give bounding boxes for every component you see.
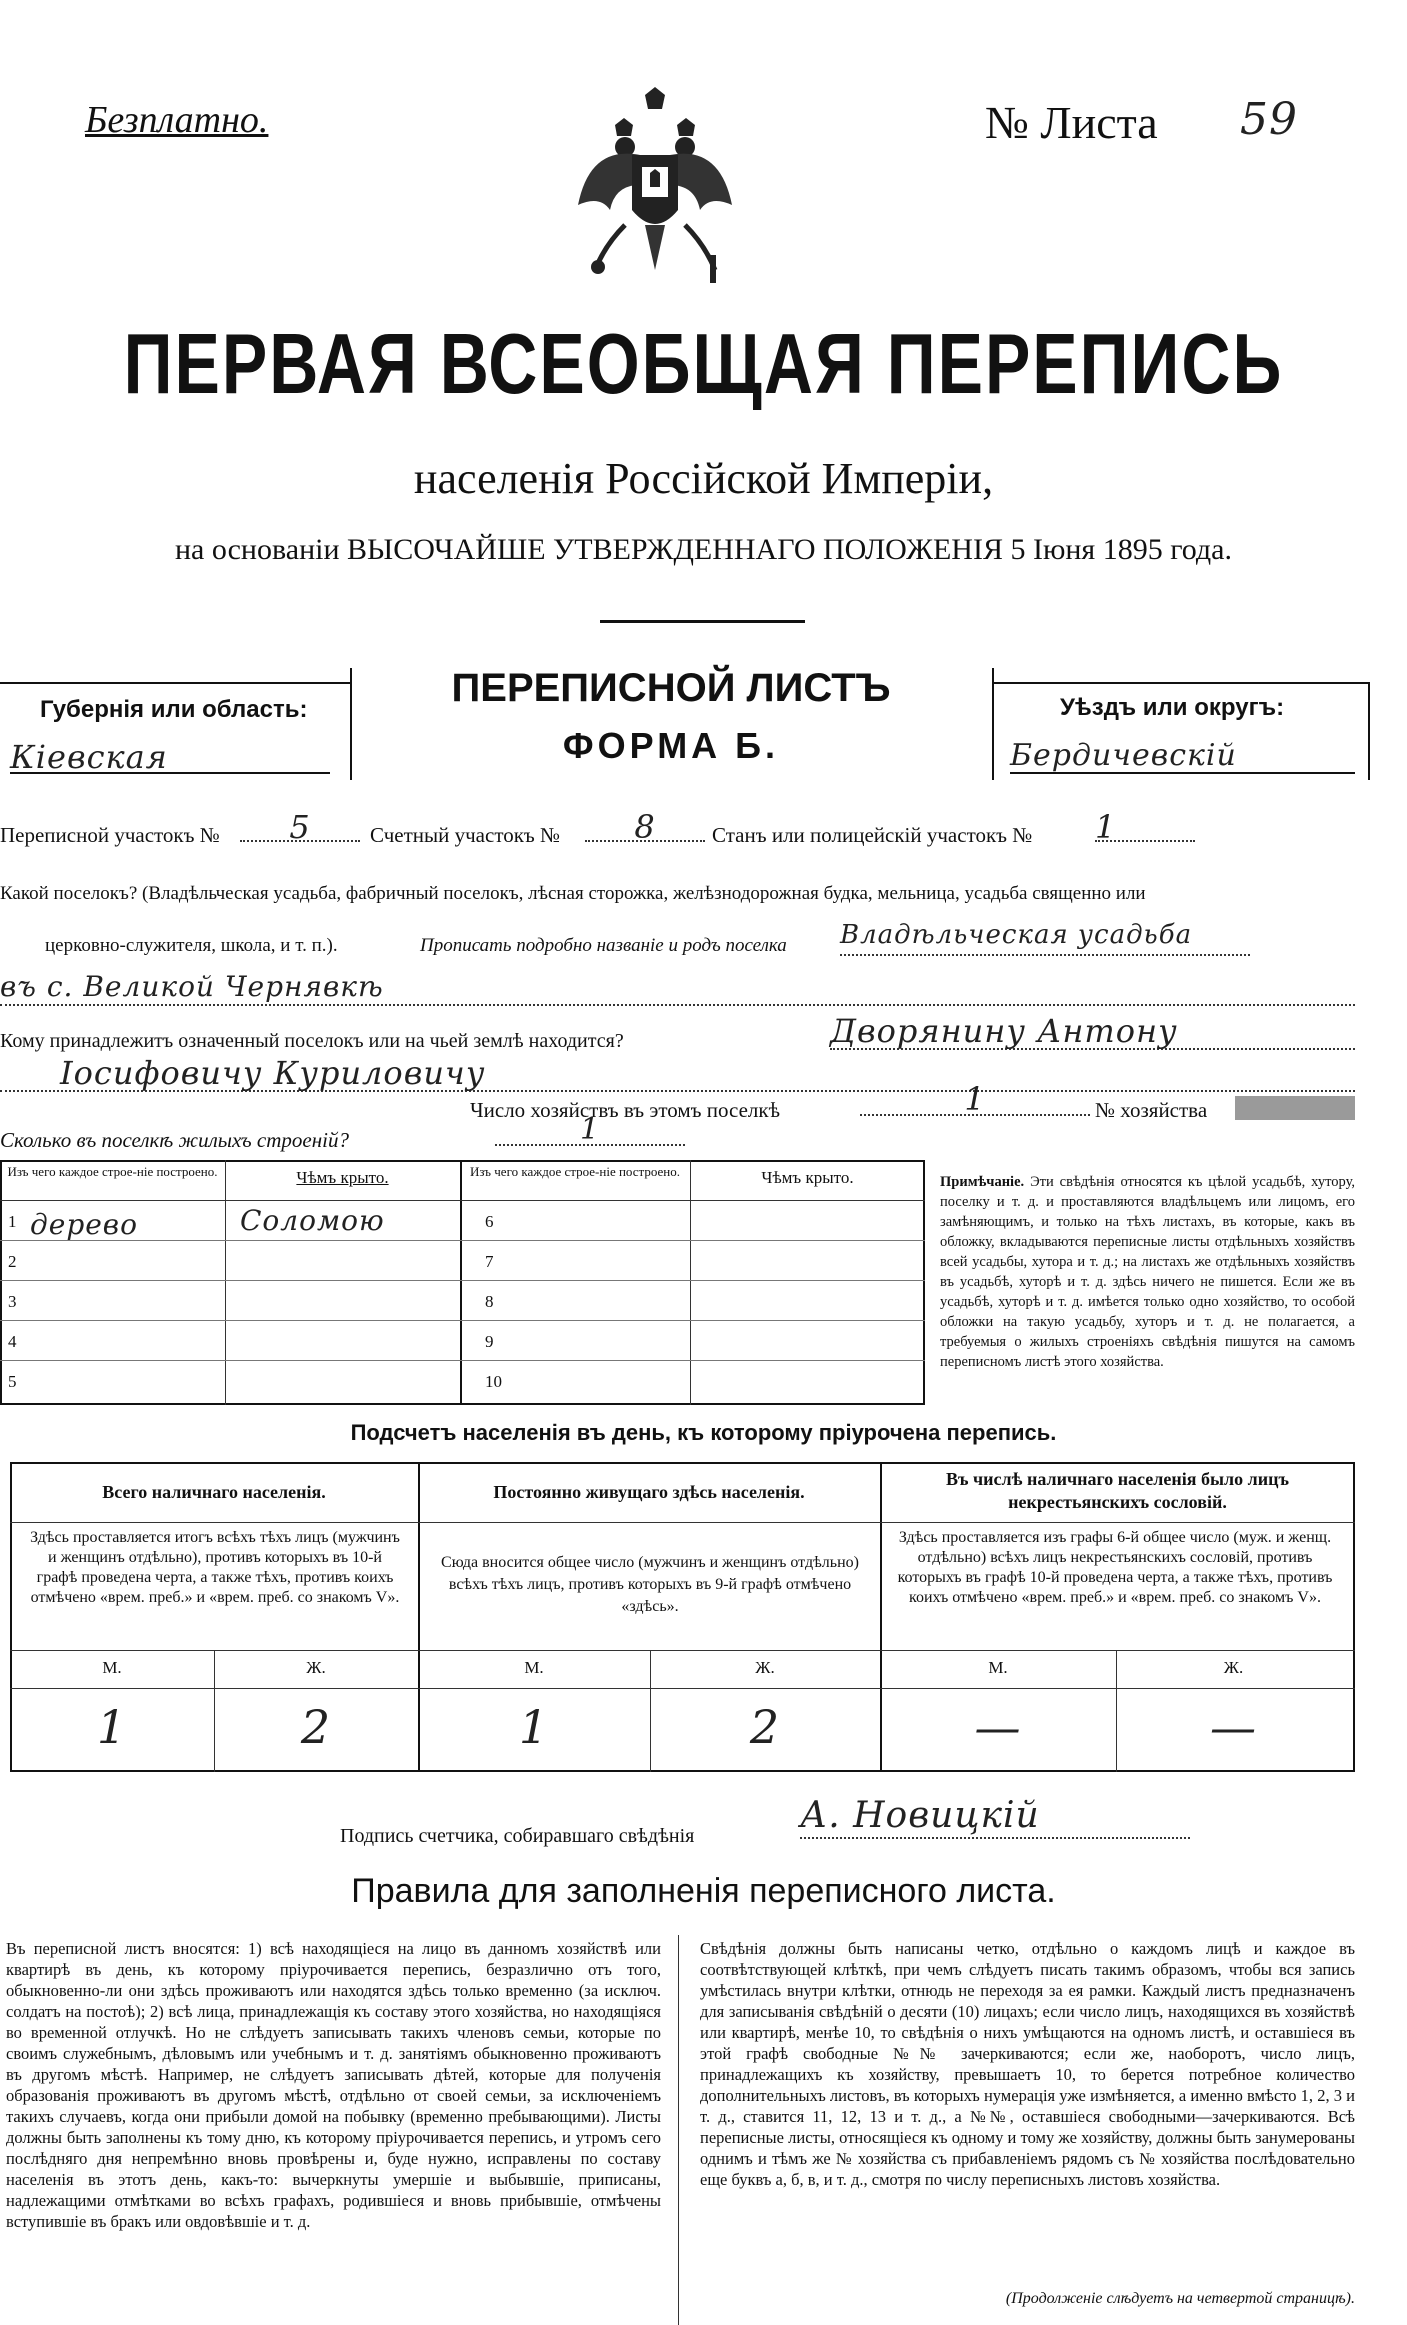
nonpeasant-male-cell[interactable]: — (974, 1700, 1022, 1754)
male-header: М. (524, 1658, 544, 1677)
col-roof-header-right: Чѣмъ крыто. (761, 1168, 854, 1187)
owner-field-1[interactable]: Дворянину Антону (830, 1012, 1355, 1050)
male-header: М. (102, 1658, 122, 1677)
district-label: Уѣздъ или округъ: (1060, 694, 1285, 721)
female-header: Ж. (1223, 1658, 1244, 1677)
col3-title: Въ числѣ наличнаго населенія было лицъ некрестьянскихъ сословій. (946, 1469, 1289, 1512)
household-number-field[interactable] (1235, 1096, 1355, 1120)
col3-desc: Здѣсь проставляется изъ графы 6-й общее число (муж. и женщ. отдѣльно) всѣхъ лицъ некрестьянскихъ сословій, противъ которыхъ въ графѣ 10-й проведена черта, а также тѣхъ, противъ коихъ отмѣчено «врем. преб.» и «врем. преб. со знакомъ V». (897, 1529, 1333, 1606)
household-number-label: № хозяйства (1095, 1098, 1208, 1122)
col2-desc: Сюда вносится общее число (мужчинъ и женщинъ отдѣльно) всѣхъ тѣхъ лицъ, противъ которыхъ въ 9-й графѣ отмѣчено «здѣсь». (441, 1554, 859, 1615)
police-label: Станъ или полицейскій участокъ № (712, 823, 1033, 847)
note-label: Примѣчаніе. (940, 1174, 1025, 1190)
col-material-header: Изъ чего каждое строе-ніе построено. (7, 1164, 218, 1179)
buildings-row-line (0, 1280, 925, 1281)
settlement-instruction: Прописать подробно названіе и родъ поселка (420, 935, 787, 956)
frame-divider-right (992, 668, 994, 780)
row-number: 9 (485, 1332, 494, 1351)
row-number: 1 (8, 1212, 17, 1231)
buildings-center-divider (460, 1160, 462, 1405)
page-subtitle: населенія Россійской Имперіи, (413, 454, 994, 503)
row-number: 8 (485, 1292, 494, 1311)
owner-question: Кому принадлежитъ означенный поселокъ или на чьей землѣ находится? (0, 1030, 624, 1052)
form-name: ФОРМА Б. (562, 725, 780, 766)
province-field[interactable]: Кіевская (10, 738, 330, 774)
population-heading: Подсчетъ населенія въ день, къ которому пріурочена перепись. (350, 1420, 1057, 1445)
sheet-number-label: № Листа (985, 97, 1158, 148)
households-label: Число хозяйствъ въ этомъ поселкѣ (470, 1098, 780, 1122)
pop-mf-divider (10, 1688, 1355, 1689)
roof-cell[interactable]: Соломою (240, 1204, 385, 1237)
col2-title: Постоянно живущаго здѣсь населенія. (493, 1482, 805, 1502)
census-section-field[interactable]: 5 (240, 808, 360, 842)
settlement-field-1[interactable]: Владѣльческая усадьба (840, 920, 1250, 956)
dwellings-label: Сколько въ поселкѣ жилыхъ строеній? (0, 1128, 349, 1152)
row-number: 6 (485, 1212, 494, 1231)
row-number: 3 (8, 1292, 17, 1311)
rules-heading: Правила для заполненія переписного листа. (351, 1872, 1056, 1910)
page-title: ПЕРВАЯ ВСЕОБЩАЯ ПЕРЕПИСЬ (123, 316, 1284, 412)
signature-field[interactable]: А. Новицкій (800, 1795, 1190, 1839)
settlement-question: Какой поселокъ? (Владѣльческая усадьба, фабричный поселокъ, лѣсная сторожка, желѣзнодорожная будка, мельница, усадьба священно или (0, 883, 1146, 904)
buildings-row-line (0, 1240, 925, 1241)
rules-column-divider (678, 1935, 679, 2325)
police-field[interactable]: 1 (1095, 808, 1195, 842)
row-number: 5 (8, 1372, 17, 1391)
pop-header-divider (10, 1522, 1355, 1523)
buildings-header-divider (0, 1200, 925, 1201)
frame-right-edge (1368, 682, 1370, 780)
row-number: 4 (8, 1332, 17, 1351)
female-header: Ж. (306, 1658, 326, 1677)
row-number: 7 (485, 1252, 494, 1271)
population-table (10, 1462, 1355, 1772)
female-header: Ж. (755, 1658, 775, 1677)
frame-top-line (0, 682, 350, 684)
col1-desc: Здѣсь проставляется итогъ всѣхъ тѣхъ лицъ (мужчинъ и женщинъ отдѣльно), противъ которыхъ въ 10-й графѣ проведена черта, а также тѣхъ, противъ коихъ отмѣчено «врем. преб.» и «врем. преб. со знакомъ V». (30, 1529, 400, 1606)
count-section-field[interactable]: 8 (585, 808, 705, 842)
title-divider (600, 620, 805, 623)
pop-desc-divider (10, 1650, 1355, 1651)
row-number: 10 (485, 1372, 502, 1391)
double-eagle-emblem (570, 85, 740, 290)
sheet-number-value[interactable]: 59 (1240, 94, 1298, 145)
buildings-row-line (0, 1360, 925, 1361)
rules-left-column: Въ переписной листъ вносятся: 1) всѣ находящіеся на лицо въ данномъ хозяйствѣ или квартирѣ въ день, къ которому пріурочивается перепись, безразлично отъ того, обыкновенно-ли они здѣсь проживаютъ или находятся здѣсь только временно (за исключ. солдатъ на постоѣ); 2) всѣ лица, принадлежащія къ составу этого хозяйства, но находящіяся во временной отлучкѣ. Но не слѣдуетъ записывать такихъ членовъ семьи, которые по своимъ служебнымъ, дѣловымъ или учебнымъ и т. д. занятіямъ обыкновенно проживаютъ въ другомъ мѣстѣ. Например, не слѣдуетъ записывать дѣтей, которые для полученія образованія проживаютъ въ другомъ мѣстѣ, отдѣльно от своей семьи, за исключеніемъ такихъ случаевъ, когда они прибыли домой на побывку (временно пребывающими). Листы должны быть заполнены къ тому дню, къ которому пріурочивается перепись, и утромъ сего послѣдняго дня непремѣнно вновь провѣрены и, буде нужно, исправлены по составу населенія въ этотъ день, какъ-то: вычеркнуты умершіе и выбывшіе, приписаны, надлежащими отмѣтками во всѣхъ графахъ, родившіеся и вновь прибывшіе, отмѣчены вступившіе въ бракъ или овдовѣвшіе и т. д. (6, 1939, 661, 2231)
buildings-table (0, 1160, 925, 1405)
col1-title: Всего наличнаго населенія. (102, 1482, 326, 1502)
buildings-right-col-divider (690, 1160, 691, 1405)
decree-basis: на основаніи ВЫСОЧАЙШЕ УТВЕРЖДЕННАГО ПОЛОЖЕНІЯ 5 Іюня 1895 года. (175, 533, 1232, 566)
district-field[interactable]: Бердичевскій (1010, 738, 1355, 774)
resident-female-cell[interactable]: 2 (749, 1700, 781, 1754)
frame-top-line-right (992, 682, 1370, 684)
buildings-row-line (0, 1320, 925, 1321)
households-field[interactable]: 1 (860, 1080, 1090, 1116)
signature-label: Подпись счетчика, собиравшаго свѣдѣнія (340, 1825, 695, 1847)
buildings-table-border (0, 1160, 925, 1405)
free-label: Безплатно. (85, 99, 269, 141)
material-cell[interactable]: дерево (30, 1208, 138, 1241)
col-material-header-right: Изъ чего каждое строе-ніе построено. (470, 1164, 680, 1179)
census-section-label: Переписной участокъ № (0, 823, 220, 847)
province-label: Губернія или область: (40, 696, 308, 723)
total-male-cell[interactable]: 1 (96, 1700, 128, 1754)
row-number: 2 (8, 1252, 17, 1271)
settlement-field-2[interactable]: въ с. Великой Чернявкѣ (0, 970, 1355, 1006)
dwellings-field[interactable]: 1 (495, 1112, 685, 1146)
rules-right-column: Свѣдѣнія должны быть написаны четко, отдѣльно о каждомъ лицѣ и каждое въ соотвѣтствующей клѣткѣ, при чемъ слѣдуетъ писать такимъ образомъ, чтобы вся запись умѣстилась внутри клѣтки, отнюдь не переходя за ея рамки. Каждый листъ предназначенъ для записыванія свѣдѣній о десяти (10) лицахъ; если число лицъ, находящихся въ хозяйствѣ или квартирѣ, менѣе 10, то свѣдѣнія о нихъ умѣщаются на одномъ листѣ, и оставшіеся въ этой графѣ свободные №№ зачеркиваются; если же, наоборотъ, число лицъ, принадлежащихъ къ хозяйству, превышаетъ 10, то берется потребное количество дополнительныхъ листовъ, въ которыхъ нумерація уже измѣняется, а именно вмѣсто 1, 2, 3 и т. д., ставится 11, 12, 13 и т. д., а №№, оставшіеся свободными—зачеркиваются. Всѣ переписные листы, относящіеся къ одному и тому же хозяйству, должны быть занумерованы однимъ и тѣмъ же № хозяйства съ прибавленіемъ рядомъ съ № хозяйства послѣдовательно еще буквъ а, б, в, и т. д., смотря по числу переписныхъ листовъ хозяйства. (700, 1939, 1355, 2189)
continuation-note: (Продолженіе слѣдуетъ на четвертой страницѣ). (1005, 2290, 1355, 2307)
note-block (940, 1172, 1355, 1372)
nonpeasant-female-cell[interactable]: — (1210, 1700, 1257, 1754)
male-header: М. (988, 1658, 1008, 1677)
sheet-title: ПЕРЕПИСНОЙ ЛИСТЪ (451, 666, 891, 710)
note-text: Эти свѣдѣнія относятся къ цѣлой усадьбѣ, хутору, поселку и т. д. и проставляются владѣльцемъ или лицомъ, его замѣняющимъ, и только на тѣхъ листахъ, въ которые, какъ въ обложку, вкладываются переписные листы отдѣльныхъ хозяйствъ всей усадьбы, хутора и т. д.; на листахъ же отдѣльныхъ хозяйствъ въ усадьбѣ, хуторѣ и т. д. здѣсь ничего не пишется. Если же въ усадьбѣ, хуторѣ и т. д. имѣется только одно хозяйство, то особой обложки на такую усадьбу, хуторъ и т. д. не полагается, а требуемыя о жилыхъ строеніяхъ свѣдѣнія пишутся на самомъ переписномъ листѣ этого хозяйства. (940, 1174, 1356, 1370)
total-female-cell[interactable]: 2 (300, 1700, 332, 1754)
buildings-left-col-divider (225, 1160, 226, 1405)
resident-male-cell[interactable]: 1 (518, 1700, 550, 1754)
col-roof-header: Чѣмъ крыто. (296, 1168, 389, 1187)
count-section-label: Счетный участокъ № (370, 823, 561, 847)
owner-field-2[interactable]: Іосифовичу Куриловичу (0, 1054, 1355, 1092)
settlement-question-cont: церковно-служителя, школа, и т. п.). (45, 935, 338, 956)
